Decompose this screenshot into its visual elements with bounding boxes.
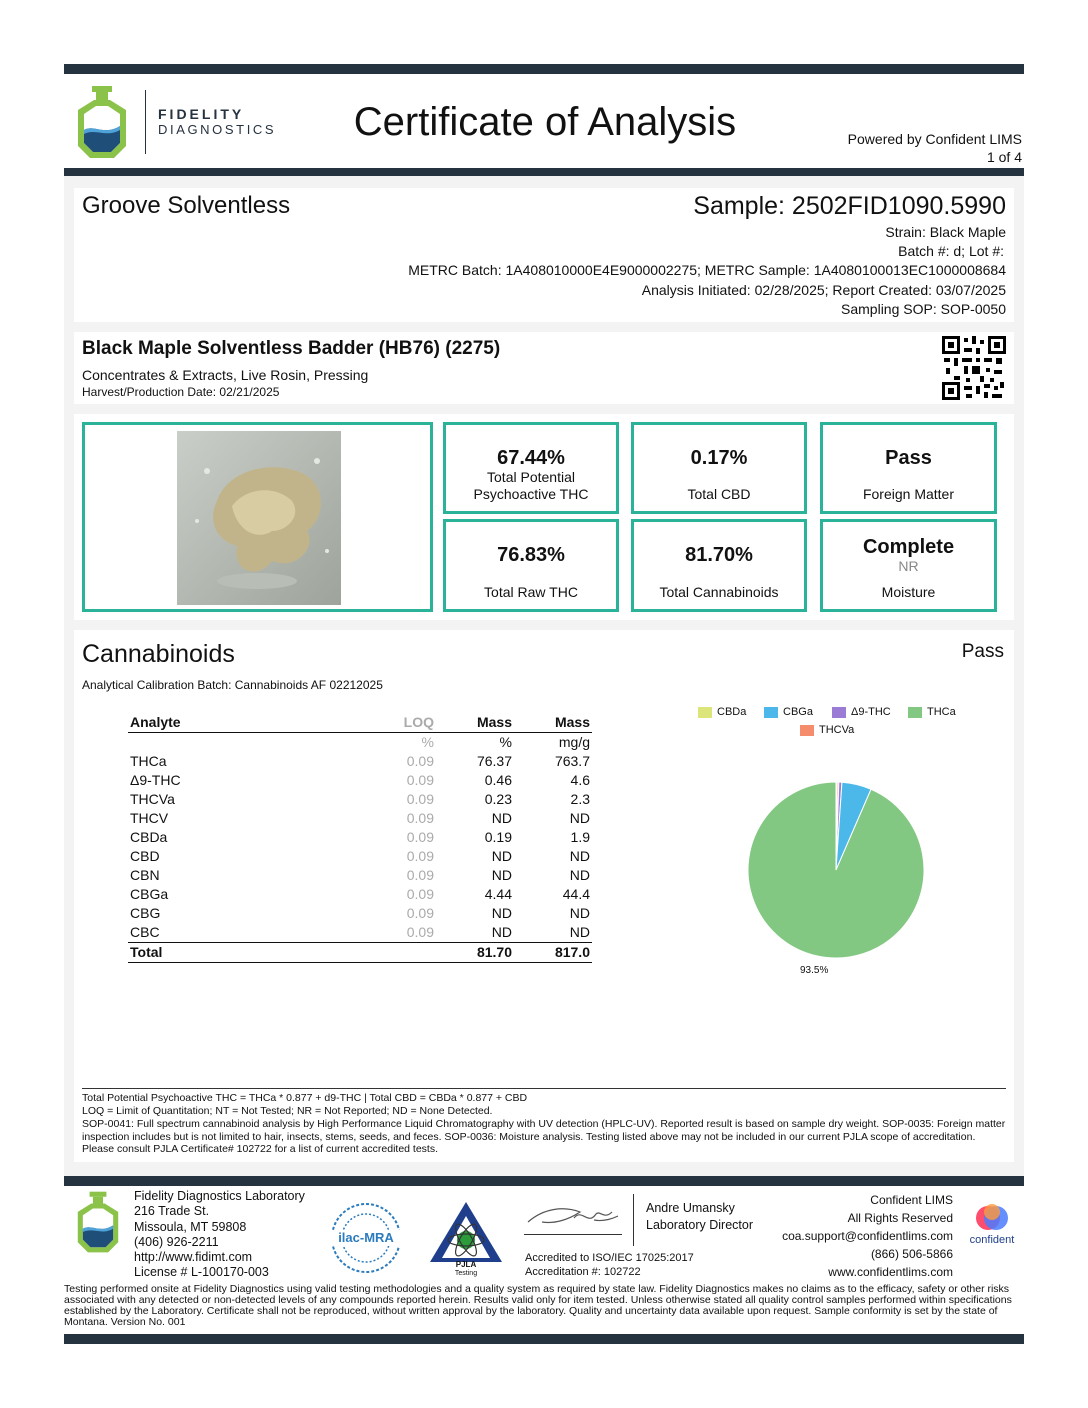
- unit-cell: %: [499, 734, 512, 750]
- client-name: Groove Solventless: [82, 192, 291, 219]
- table-body: [128, 733, 592, 963]
- footer-top-bar: [64, 1176, 1024, 1186]
- confident-logo: [964, 1202, 1020, 1252]
- table-row: [128, 809, 592, 828]
- summary-label: Total Raw THC: [484, 584, 578, 600]
- legend-item: [800, 724, 854, 736]
- legend-item: [832, 706, 891, 718]
- metrc-ids: METRC Batch: 1A408010000E4E9000002275; METRC Sample: 1A4080100013EC1000008684: [408, 262, 1006, 278]
- summary-label: Moisture: [881, 584, 936, 600]
- page-number: 1 of 4: [986, 149, 1022, 165]
- unit-cell: mg/g: [558, 734, 590, 750]
- batch-lot: Batch #: d; Lot #:: [898, 243, 1004, 259]
- table-units-row: [128, 733, 592, 753]
- strain: Strain: Black Maple: [885, 224, 1006, 240]
- table-row: [128, 885, 592, 904]
- accreditation-number: Accreditation #: 102722: [525, 1266, 641, 1278]
- legend-swatch: [908, 707, 922, 718]
- table-row: [128, 790, 592, 809]
- lab-info: [134, 1189, 305, 1281]
- summary-value: 67.44%: [497, 447, 565, 469]
- summary-moisture: [820, 519, 997, 612]
- table-cell: ND: [569, 905, 590, 921]
- notes-methods: SOP-0041: Full spectrum cannabinoid analysis by High Performance Liquid Chromatography with UV detection (HPLC-UV). Reported result is based on sample dry weight. SOP-0035: Foreign matter inspection includes but is not limited to hair, insects, stems, seeds, and feces. SOP-0036: Moisture analysis. Testing listed above may not be included in our current PJLA scope of accreditation. Please consult PJLA Certificate# 102722 for a list of current accredited tests.: [82, 1118, 1006, 1155]
- legend-label: THCVa: [819, 724, 855, 736]
- table-row: [128, 923, 592, 943]
- powered-by: Powered by Confident LIMS: [847, 131, 1022, 147]
- page-title: Certificate of Analysis: [353, 100, 737, 144]
- summary-label: Total CBD: [687, 486, 751, 502]
- col-analyte: Analyte: [128, 712, 372, 733]
- table-cell: 0.19: [484, 829, 512, 845]
- summary-label: Total Potential Psychoactive THC: [473, 469, 589, 502]
- sample-id: Sample: 2502FID1090.5990: [693, 192, 1006, 220]
- table-cell: 76.37: [476, 753, 512, 769]
- analysis-dates: Analysis Initiated: 02/28/2025; Report Created: 03/07/2025: [641, 282, 1006, 298]
- pie-data-label: 93.5%: [800, 965, 829, 976]
- table-cell: 81.70: [436, 943, 514, 963]
- summary-total-raw-thc: [443, 519, 619, 612]
- flask-logo-icon: [70, 84, 134, 160]
- signer-divider: [633, 1194, 634, 1246]
- ilac-label: ilac-MRA: [338, 1230, 394, 1245]
- signature: [524, 1198, 622, 1234]
- cannabinoids-table: [128, 712, 592, 963]
- table-cell: CBDa: [130, 829, 168, 845]
- table-cell: 0.09: [406, 791, 434, 807]
- table-cell: 1.9: [570, 829, 590, 845]
- signature-line: [524, 1234, 622, 1235]
- signer-name: Andre Umansky: [646, 1201, 735, 1215]
- table-cell: 44.4: [562, 886, 590, 902]
- lab-address1: 216 Trade St.: [134, 1204, 210, 1219]
- confident-website-link[interactable]: www.confidentlims.com: [828, 1265, 953, 1279]
- legend-swatch: [764, 707, 778, 718]
- table-cell: CBC: [130, 924, 160, 940]
- flask-logo-icon: [70, 1190, 126, 1254]
- table-cell: ND: [491, 810, 512, 826]
- legend-swatch: [832, 707, 846, 718]
- table-cell: CBGa: [130, 886, 169, 902]
- lab-website-link[interactable]: http://www.fidimt.com: [134, 1250, 253, 1265]
- legend-swatch: [800, 725, 814, 736]
- unit-cell: %: [421, 734, 434, 750]
- col-loq: LOQ: [372, 712, 436, 733]
- table-cell: 0.09: [406, 829, 434, 845]
- table-cell: ND: [491, 867, 512, 883]
- table-cell: 2.3: [570, 791, 590, 807]
- table-cell: THCVa: [130, 791, 175, 807]
- pjla-logo-icon: [426, 1200, 506, 1264]
- legend-label: THCa: [927, 706, 956, 718]
- qr-code[interactable]: [942, 336, 1006, 400]
- confident-name: Confident LIMS: [870, 1193, 953, 1207]
- legend-item: [908, 706, 956, 718]
- product-photo-frame: [82, 422, 433, 612]
- summary-value: Complete: [862, 536, 955, 558]
- footer-logo: [70, 1190, 126, 1254]
- client-panel: [74, 188, 1014, 322]
- product-panel: [74, 332, 1014, 404]
- legend-label: CBGa: [783, 706, 813, 718]
- summary-total-cbd: [631, 422, 807, 514]
- table-cell: Δ9-THC: [130, 772, 181, 788]
- legend-label: Δ9-THC: [851, 706, 891, 718]
- unit-cell: [128, 733, 372, 753]
- col-mass-mg: Mass: [514, 712, 592, 733]
- summary-value: 76.83%: [497, 544, 565, 566]
- lab-address2: Missoula, MT 59808: [134, 1219, 247, 1234]
- table-cell: 0.09: [406, 924, 434, 940]
- table-cell: ND: [569, 867, 590, 883]
- confident-phone: (866) 506-5866: [870, 1247, 953, 1261]
- pjla-label: PJLA: [455, 1260, 477, 1269]
- table-cell: 0.09: [406, 848, 434, 864]
- table-header-row: [128, 712, 592, 733]
- pjla-badge: [426, 1200, 506, 1280]
- summary-foreign-matter: [820, 422, 997, 514]
- logo-text-diagnostics: DIAGNOSTICS: [158, 122, 277, 137]
- harvest-date: Harvest/Production Date: 02/21/2025: [82, 385, 280, 399]
- confident-rights: All Rights Reserved: [847, 1211, 953, 1225]
- table-cell: [372, 943, 436, 963]
- table-cell: ND: [491, 905, 512, 921]
- cannabinoids-status: Pass: [961, 641, 1004, 662]
- table-cell: 0.09: [406, 753, 434, 769]
- ilac-mra-badge: [328, 1200, 404, 1276]
- lab-name: Fidelity Diagnostics Laboratory: [134, 1189, 305, 1203]
- table-cell: CBG: [130, 905, 161, 921]
- table-cell: 0.09: [406, 867, 434, 883]
- disclaimer: Testing performed onsite at Fidelity Diagnostics using valid testing methodologies and a quality system as required by state law. Fidelity Diagnostics makes no claims as to the efficacy, safety or other risks associated with any detected or non-detected levels of any compounds reported herein. Results valid only for item tested. Unless otherwise stated all quality control samples performed within specifications established by the Laboratory. Certificate shall not be reproduced, without written approval by the laboratory. Quality and uncertainty data available upon request. Sample conformity is set by the state of Montana. Version No. 001: [64, 1283, 1012, 1328]
- lab-phone: (406) 926-2211: [134, 1234, 219, 1249]
- product-name: Black Maple Solventless Badder (HB76) (2275): [82, 338, 501, 359]
- calibration-batch: Analytical Calibration Batch: Cannabinoids AF 02212025: [82, 678, 383, 692]
- table-cell: CBD: [130, 848, 160, 864]
- logo-divider: [145, 90, 146, 154]
- table-cell: ND: [569, 924, 590, 940]
- pjla-sub: Testing: [454, 1270, 478, 1277]
- table-cell: ND: [569, 848, 590, 864]
- pie-legend: [690, 706, 990, 746]
- notes-divider: [82, 1088, 1006, 1089]
- table-cell: 0.09: [406, 772, 434, 788]
- signer-title: Laboratory Director: [646, 1218, 753, 1232]
- handwritten-signature: [524, 1198, 622, 1234]
- sampling-sop: Sampling SOP: SOP-0050: [841, 301, 1006, 317]
- cannabinoids-title: Cannabinoids: [82, 640, 235, 668]
- table-row: [128, 828, 592, 847]
- cannabinoid-pie-chart: [740, 774, 932, 966]
- confident-logo-icon: [964, 1202, 1020, 1236]
- confident-info: [782, 1191, 953, 1281]
- legend-label: CBDa: [717, 706, 747, 718]
- table-cell: ND: [491, 848, 512, 864]
- notes-legend: LOQ = Limit of Quantitation; NT = Not Tested; NR = Not Reported; ND = None Detected.: [82, 1105, 493, 1117]
- summary-value: 0.17%: [690, 447, 748, 469]
- confident-logo-text: confident: [969, 1234, 1015, 1246]
- table-cell: 763.7: [554, 753, 590, 769]
- table-cell: ND: [569, 810, 590, 826]
- table-cell: 0.09: [406, 810, 434, 826]
- footer-bottom-bar: [64, 1334, 1024, 1344]
- table-cell: Total: [128, 943, 372, 963]
- table-row: [128, 752, 592, 771]
- legend-item: [698, 706, 746, 718]
- fidelity-logo: [70, 84, 134, 160]
- summary-sub: NR: [898, 558, 919, 574]
- table-cell: CBN: [130, 867, 160, 883]
- product-category: Concentrates & Extracts, Live Rosin, Pressing: [82, 367, 369, 383]
- table-cell: 0.09: [406, 886, 434, 902]
- table-total-row: [128, 943, 592, 963]
- table-cell: 0.09: [406, 905, 434, 921]
- table-row: [128, 866, 592, 885]
- table-cell: 817.0: [514, 943, 592, 963]
- summary-label: Total Cannabinoids: [659, 584, 779, 600]
- top-bar: [64, 64, 1024, 74]
- table-cell: 0.46: [484, 772, 512, 788]
- table-cell: ND: [491, 924, 512, 940]
- table-cell: THCa: [130, 753, 167, 769]
- product-photo[interactable]: [177, 431, 341, 605]
- legend-swatch: [698, 707, 712, 718]
- table-cell: 4.44: [484, 886, 512, 902]
- logo-text-fidelity: FIDELITY: [158, 106, 245, 122]
- summary-value: Pass: [885, 447, 932, 469]
- pie-slice-thca: [748, 782, 924, 958]
- table-row: [128, 904, 592, 923]
- summary-total-thc: [443, 422, 619, 514]
- legend-item: [764, 706, 813, 718]
- lab-license: License # L-100170-003: [134, 1265, 269, 1280]
- summary-label: Foreign Matter: [862, 486, 955, 502]
- table-cell: THCV: [130, 810, 169, 826]
- notes-formulas: Total Potential Psychoactive THC = THCa * 0.877 + d9-THC | Total CBD = CBDa * 0.877 + CBD: [82, 1092, 528, 1104]
- summary-value: 81.70%: [685, 544, 753, 566]
- table-row: [128, 847, 592, 866]
- table-cell: 4.6: [570, 772, 590, 788]
- summary-total-cannabinoids: [631, 519, 807, 612]
- confident-email-link[interactable]: coa.support@confidentlims.com: [782, 1229, 953, 1243]
- col-mass-pct: Mass: [436, 712, 514, 733]
- table-row: [128, 771, 592, 790]
- accreditation-standard: Accredited to ISO/IEC 17025:2017: [525, 1252, 694, 1264]
- table-cell: 0.23: [484, 791, 512, 807]
